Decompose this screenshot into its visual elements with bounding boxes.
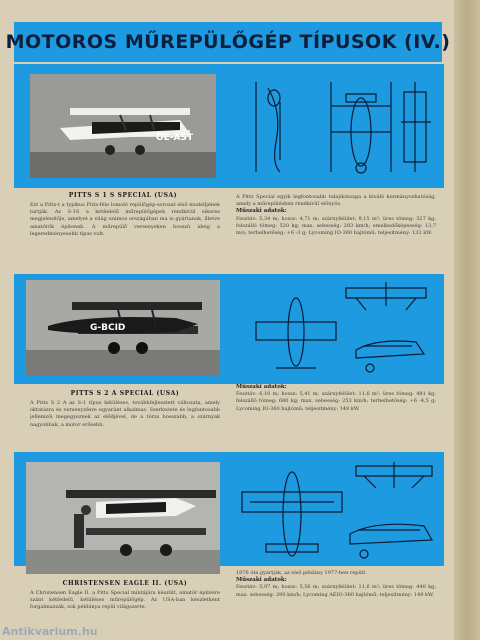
three-view-drawing-2 <box>236 276 436 380</box>
specs-label-3: Műszaki adatok: <box>236 577 287 584</box>
three-view-drawing-3 <box>236 458 436 564</box>
plane-photo-1 <box>30 74 216 178</box>
watermark: Antikvarium.hu <box>2 625 98 638</box>
article-text-1-left: Ezt a Pitts-t a typikus Pitts-féle lomoló repülőgép-sorozat első modelljének tartják. Az S-1S a kétfedelű műrepülőgépek rendkívül sikeres megjelenítője, amelyet a világ számos országában ma is gyártanak, illetve amatőrök építenek. A műrepülő versenyeken hosszú ideig a legeredményesebb típus volt. <box>30 202 220 237</box>
specs-label-1: Műszaki adatok: <box>236 208 287 215</box>
photo-pitts-s1s <box>30 74 216 178</box>
photo-christensen-eagle <box>26 462 220 574</box>
article-text-1-right: A Pitts Special egyik legfontosabb tulajdonsága a kiváló kormányozhatóság, amely a műrepülésben rendkívül előnyös. Műszaki adatok: Fesztáv: 5,34 m; hossz: 4,71 m; szárnyfelület: 9,15 m²; üres tömeg: 327 kg; felszálló tömeg: 520 kg; max. sebesség: 283 km/h; emelkedőképesség: 13,7 m/s; terhelhetőség: +6 -3 g; Lycoming IO-360 hajtómű; teljesítmény: 132 kW. <box>236 194 436 237</box>
article-text-3-left: A Christensen Eagle II. a Pitts Special mintájára készült, amatőr építésre szánt kétfedelű, kétüléses műrepülőgép. Az USA-ban készletként forgalmazzák, sok példánya repül világszerte. <box>30 590 220 611</box>
specs-2: Fesztáv: 6,10 m; hossz: 5,41 m; szárnyfelület: 11,6 m²; üres tömeg: 481 kg; felszálló tömeg: 680 kg; max. sebesség: 253 km/h; terhelhetőség: +6 -4,5 g; Lycoming IO-360 hajtómű; teljesítmény: 149 kW. <box>236 391 436 412</box>
three-view-drawing-1 <box>236 72 436 182</box>
photo-pitts-s2a <box>26 280 220 376</box>
plane-photo-3 <box>26 462 220 574</box>
specs-3: Fesztáv: 5,97 m; hossz: 5,56 m; szárnyfelület: 11,6 m²; üres tömeg: 440 kg; max. sebesség: 290 km/h; Lycoming AEIO-360 hajtómű; teljesítmény: 149 kW. <box>236 584 436 598</box>
caption-pitts-s1s: PITTS S 1 S SPECIAL (USA) <box>68 192 178 199</box>
article-text-3-right: 1976 óta gyártják, az első példány 1977-ben repült. Műszaki adatok: Fesztáv: 5,97 m; hossz: 5,56 m; szárnyfelület: 11,6 m²; üres tömeg: 440 kg; max. sebesség: 290 km/h; Lycoming AEIO-360 hajtómű; teljesítmény: 149 kW. <box>236 570 436 598</box>
caption-christensen-eagle: CHRISTENSEN EAGLE II. (USA) <box>62 580 188 587</box>
drawing-pitts-s2a <box>236 276 436 380</box>
plane-photo-2 <box>26 280 220 376</box>
registration-label-2: G-BCID <box>90 323 126 333</box>
page-title: MOTOROS MŰREPÜLŐGÉP TÍPUSOK (IV.) <box>14 22 442 62</box>
drawing-christensen-eagle <box>236 458 436 564</box>
book-spine-shadow <box>454 0 480 640</box>
registration-label-1: OE-AST <box>156 133 194 143</box>
caption-pitts-s2a: PITTS S 2 A SPECIAL (USA) <box>70 390 180 397</box>
specs-1: Fesztáv: 5,34 m; hossz: 4,71 m; szárnyfelület: 9,15 m²; üres tömeg: 327 kg; felszálló tömeg: 520 kg; max. sebesség: 283 km/h; emelkedőképesség: 13,7 m/s; terhelhetőség: +6 -3 g; Lycoming IO-360 hajtómű; teljesítmény: 132 kW. <box>236 215 436 237</box>
specs-label-2: Műszaki adatok: <box>236 384 287 390</box>
drawing-pitts-s1s <box>236 72 436 182</box>
article-text-2-right <box>236 384 436 446</box>
article-text-2-left: A Pitts S 2 A az S-1 típus kétüléses, továbbfejlesztett változata, amely oktatásra és versenyzésre egyaránt alkalmas. Szerkezete és legfontosabb jellemzői megegyeznek az elődjével, de a törzs hosszabb, a szárnyak nagyobbak, a motor erősebb. <box>30 400 220 428</box>
